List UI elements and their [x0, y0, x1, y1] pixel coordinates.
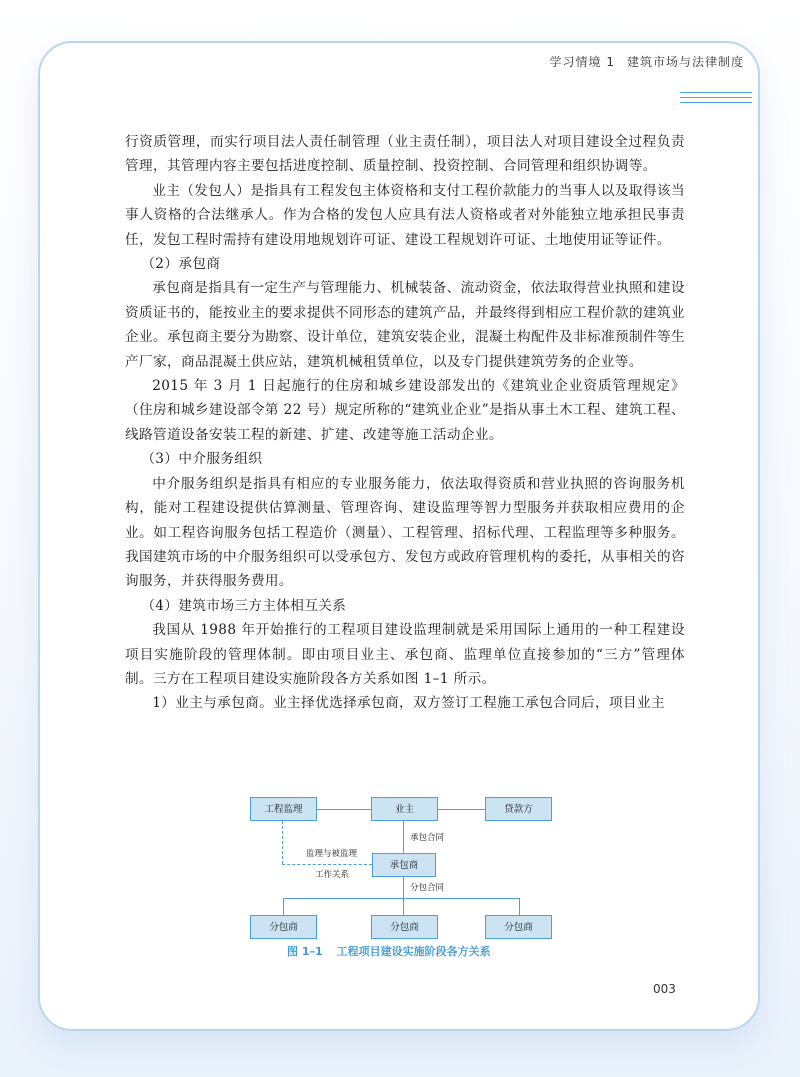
label-work-relation: 工作关系 [315, 870, 350, 880]
connector-sub1 [283, 898, 284, 915]
box-subcontractor-3: 分包商 [485, 915, 552, 939]
label-contract: 承包合同 [410, 833, 445, 843]
figure-caption [287, 943, 491, 959]
connector-sub3 [519, 898, 520, 915]
header-section: 学习情境 1 [549, 55, 615, 69]
dashed-work-line [282, 864, 372, 865]
caption-number: 图 1–1 [287, 945, 323, 958]
paragraph: 我国从 1988 年开始推行的工程项目建设监理制就是采用国际上通用的一种工程建设项目实施阶段的管理体制。即由项目业主、承包商、监理单位直接参加的“三方”管理体制。三方在工程项目建设实施阶段各方关系如图 1–1 所示。 [125, 622, 685, 687]
connector-owner-lender [438, 809, 485, 810]
relationship-diagram [248, 797, 553, 942]
caption-text: 工程项目建设实施阶段各方关系 [336, 945, 491, 958]
label-supervise: 监理与被监理 [306, 849, 358, 859]
connector-supervision-owner [317, 809, 371, 810]
paragraph: 1）业主与承包商。业主择优选择承包商，双方签订工程施工承包合同后，项目业主 [152, 695, 666, 712]
paragraph: 业主（发包人）是指具有工程发包主体资格和支付工程价款能力的当事人以及取得该当事人资格的合法继承人。作为合格的发包人应具有法人资格或者对外能独立地承担民事责任，发包工程时需持有建设用地规划许可证、建设工程规划许可证、土地使用证等证件。 [125, 182, 685, 248]
header-rule [680, 92, 752, 107]
box-subcontractor-2: 分包商 [371, 915, 438, 939]
paragraph: 承包商是指具有一定生产与管理能力、机械装备、流动资金，依法取得营业执照和建设资质证书的，能按业主的要求提供不同形态的建筑产品，并最终得到相应工程价款的建筑业企业。承包商主要分为勘察、设计单位，建筑安装企业，混凝土构配件及非标准预制件等生产厂家，商品混凝土供应站，建筑机械租赁单位，以及专门提供建筑劳务的企业等。 [125, 280, 685, 370]
header-title: 建筑市场与法律制度 [626, 55, 744, 69]
connector-owner-contractor [403, 821, 404, 853]
box-subcontractor-1: 分包商 [250, 915, 317, 939]
connector-contractor-down [403, 877, 404, 898]
dashed-supervision-line [282, 821, 283, 864]
body-text [125, 130, 685, 716]
running-header [550, 53, 744, 70]
label-subcontract: 分包合同 [410, 883, 445, 893]
subheading: （3）中介服务组织 [141, 451, 263, 468]
box-contractor: 承包商 [372, 853, 436, 877]
box-lender: 贷款方 [485, 797, 552, 821]
box-owner: 业主 [371, 797, 438, 821]
subheading: （2）承包商 [141, 256, 221, 273]
page-number: 003 [653, 982, 676, 996]
paragraph: 行资质管理，而实行项目法人责任制管理（业主责任制），项目法人对项目建设全过程负责管理，其管理内容主要包括进度控制、质量控制、投资控制、合同管理和组织协调等。 [125, 134, 685, 175]
box-supervision: 工程监理 [250, 797, 317, 821]
connector-sub-horizontal [283, 898, 520, 899]
paragraph: 中介服务组织是指具有相应的专业服务能力，依法取得资质和营业执照的咨询服务机构，能对工程建设提供估算测量、管理咨询、建设监理等智力型服务并获取相应费用的企业。如工程咨询服务包括工程造价（测量）、工程管理、招标代理、工程监理等多种服务。我国建筑市场的中介服务组织可以受承包方、发包方或政府管理机构的委托，从事相关的咨询服务，并获得服务费用。 [125, 475, 685, 590]
paragraph: 2015 年 3 月 1 日起施行的住房和城乡建设部发出的《建筑业企业资质管理规定》（住房和城乡建设部令第 22 号）规定所称的“建筑业企业”是指从事土木工程、建筑工程、线路管道设备安装工程的新建、扩建、改建等施工活动企业。 [125, 378, 686, 443]
connector-sub2 [403, 898, 404, 915]
subheading: （4）建筑市场三方主体相互关系 [141, 597, 347, 614]
